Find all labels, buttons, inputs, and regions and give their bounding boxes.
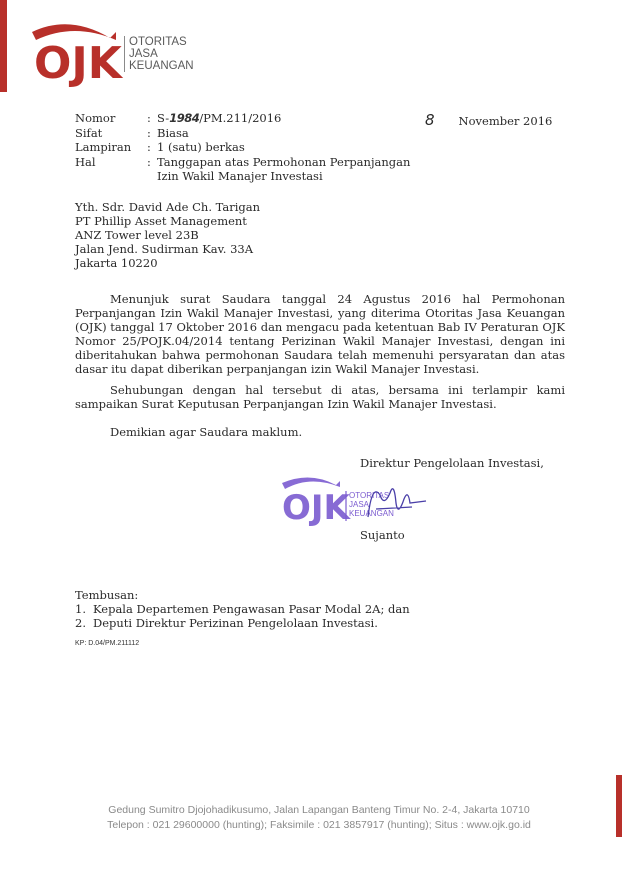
meta-lampiran	[75, 140, 410, 155]
addressee-line-1: Yth. Sdr. David Ade Ch. Tarigan	[75, 200, 261, 214]
org-name	[124, 36, 194, 72]
hal-value-line-2: Izin Wakil Manajer Investasi	[157, 169, 323, 183]
list-item-number: 1.	[75, 602, 86, 616]
lampiran-label: Lampiran	[75, 140, 132, 154]
hal-value-line-1: Tanggapan atas Permohonan Perpanjangan	[157, 154, 411, 169]
logo-wordmark: OJK	[34, 38, 122, 88]
kp-code: KP: D.04/PM.211112	[75, 640, 140, 647]
list-item-text: Kepala Departemen Pengawasan Pasar Modal 2A; dan	[93, 602, 410, 616]
colon: :	[147, 111, 151, 125]
org-line-2: JASA	[129, 48, 158, 60]
stamp-line-1: OTORITAS	[349, 491, 390, 500]
letter-body	[75, 292, 565, 446]
signatory-title: Direktur Pengelolaan Investasi,	[360, 456, 544, 470]
date-day-handwritten: 8	[425, 111, 435, 129]
nomor-label: Nomor	[75, 111, 116, 125]
org-line-3: KEUANGAN	[129, 60, 194, 72]
ojk-logo	[30, 18, 125, 88]
list-item	[75, 602, 410, 616]
nomor-suffix: /PM.211/2016	[199, 111, 282, 125]
meta-hal	[75, 155, 410, 184]
colon: :	[147, 140, 151, 154]
body-paragraph-2: Sehubungan dengan hal tersebut di atas, bersama ini terlampir kami sampaikan Surat Keputusan Perpanjangan Izin Wakil Manajer Investasi.	[75, 383, 565, 411]
letter-meta	[75, 111, 410, 184]
letter-date	[425, 111, 552, 129]
stamp-line-2: JASA	[349, 500, 370, 509]
sifat-label: Sifat	[75, 125, 103, 140]
body-paragraph-3: Demikian agar Saudara maklum.	[110, 425, 303, 439]
nomor-value	[157, 111, 281, 126]
tembusan	[75, 588, 410, 630]
org-line-1: OTORITAS	[129, 36, 187, 48]
ojk-stamp	[280, 473, 430, 528]
nomor-handwritten: 1984	[169, 111, 200, 125]
footer	[0, 803, 638, 833]
addressee-line-5: Jakarta 10220	[75, 256, 158, 270]
meta-nomor	[75, 111, 410, 126]
list-item	[75, 616, 410, 630]
signatory-name: Sujanto	[360, 528, 405, 542]
list-item-number: 2.	[75, 616, 86, 630]
tembusan-label: Tembusan:	[75, 588, 139, 602]
hal-label: Hal	[75, 154, 96, 169]
addressee-line-2: PT Phillip Asset Management	[75, 214, 247, 228]
stamp-line-3: KEUANGAN	[349, 509, 394, 518]
right-red-bar	[616, 775, 622, 837]
nomor-prefix: S-	[157, 111, 170, 125]
body-paragraph-1: Menunjuk surat Saudara tanggal 24 Agustus 2016 hal Permohonan Perpanjangan Izin Wakil Manajer Investasi, yang diterima Otoritas Jasa Keuangan (OJK) tanggal 17 Oktober 2016 dan mengacu pada ketentuan Bab IV Peraturan OJK Nomor 25/POJK.04/2014 tentang Perizinan Wakil Manajer Investasi, dengan ini diberitahukan bahwa permohonan Saudara telah memenuhi persyaratan dan atas dasar itu dapat diberikan perpanjangan izin Wakil Manajer Investasi.	[75, 292, 565, 376]
addressee	[75, 200, 260, 270]
meta-sifat	[75, 126, 410, 141]
hal-value	[157, 155, 410, 184]
stamp-wordmark: OJK	[282, 488, 350, 528]
footer-address: Gedung Sumitro Djojohadikusumo, Jalan Lapangan Banteng Timur No. 2-4, Jakarta 10710	[108, 804, 530, 816]
colon: :	[147, 125, 151, 140]
addressee-line-4: Jalan Jend. Sudirman Kav. 33A	[75, 242, 254, 256]
date-month-year: November 2016	[458, 114, 553, 128]
addressee-line-3: ANZ Tower level 23B	[75, 228, 199, 242]
list-item-text: Deputi Direktur Perizinan Pengelolaan Investasi.	[93, 616, 378, 630]
sifat-value: Biasa	[157, 125, 189, 140]
colon: :	[147, 154, 151, 169]
footer-contact: Telepon : 021 29600000 (hunting); Faksimile : 021 3857917 (hunting); Situs : www.ojk.go.id	[107, 819, 531, 831]
lampiran-value: 1 (satu) berkas	[157, 140, 245, 154]
left-red-bar	[0, 0, 7, 92]
